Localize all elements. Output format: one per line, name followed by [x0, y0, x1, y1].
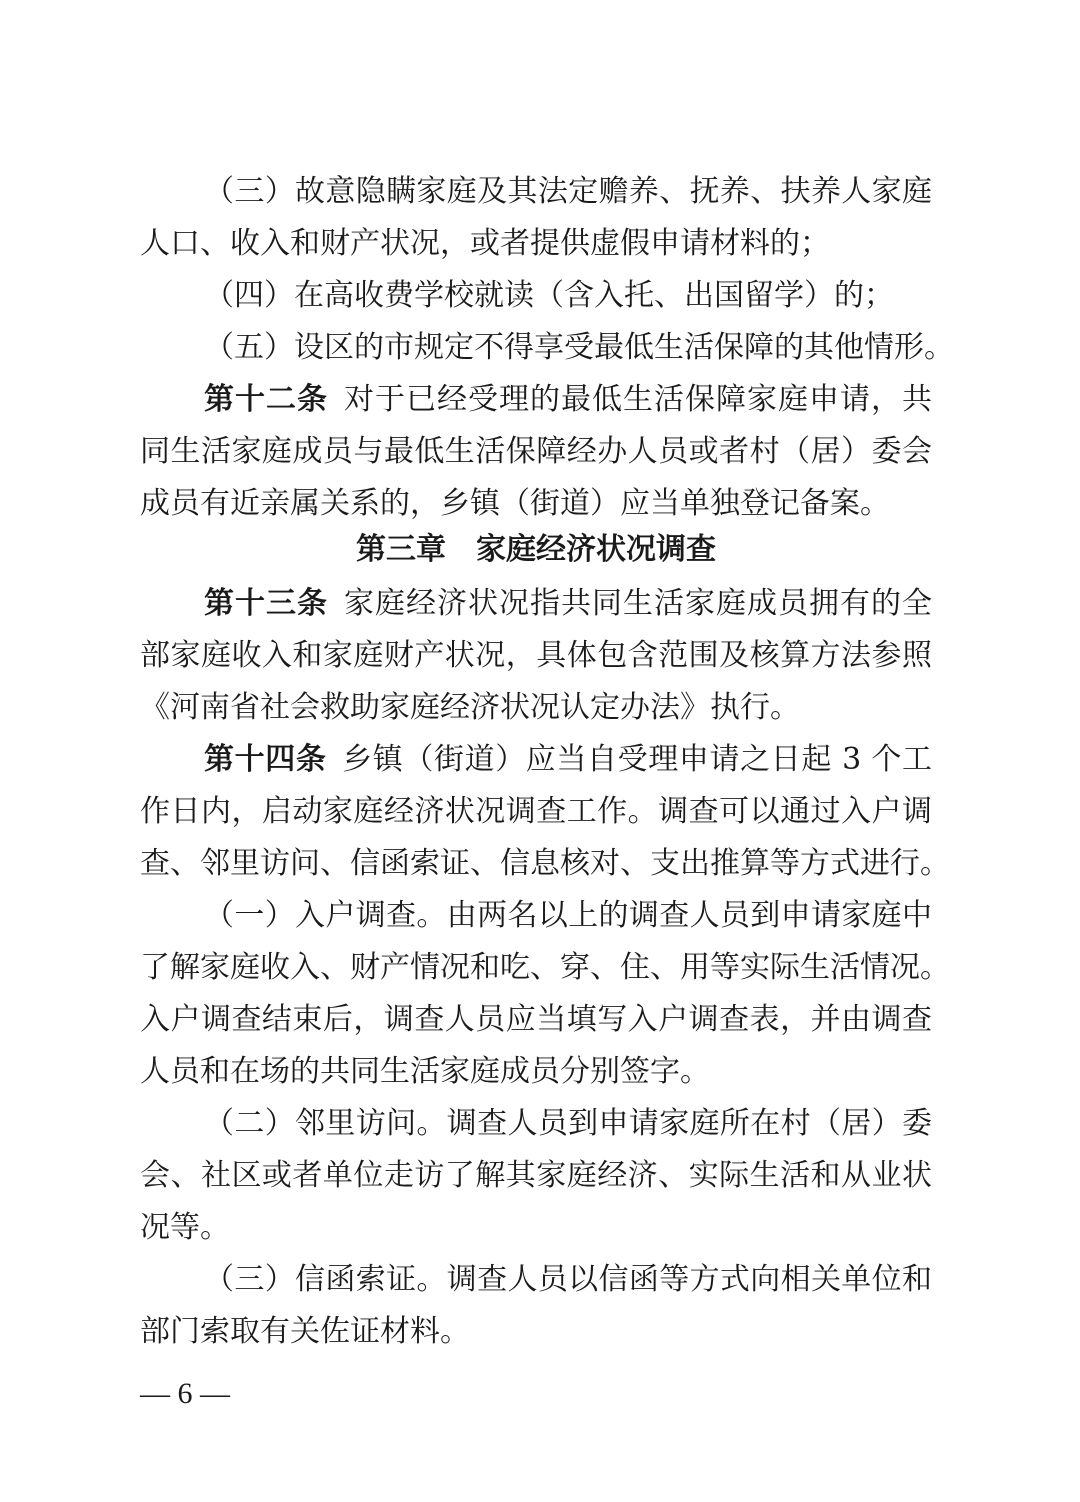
article-12-line-2: 同生活家庭成员与最低生活保障经办人员或者村（居）委会	[140, 434, 932, 469]
item-1-line-2: 了解家庭收入、财产情况和吃、穿、住、用等实际生活情况。	[140, 950, 950, 985]
article-14-label: 第十四条	[204, 742, 327, 777]
article-13-line-2: 部家庭收入和家庭财产状况，具体包含范围及核算方法参照	[140, 638, 932, 673]
item-2-line-1: （二）邻里访问。调查人员到申请家庭所在村（居）委	[204, 1106, 932, 1141]
item-1-line-3: 入户调查结束后，调查人员应当填写入户调查表，并由调查	[140, 1002, 932, 1037]
item-1-line-1: （一）入户调查。由两名以上的调查人员到申请家庭中	[204, 898, 932, 933]
article-12-text: 对于已经受理的最低生活保障家庭申请，共	[343, 382, 932, 417]
item-2-line-2: 会、社区或者单位走访了解其家庭经济、实际生活和从业状	[140, 1158, 932, 1193]
clause-3-line-1: （三）故意隐瞒家庭及其法定赡养、抚养、扶养人家庭	[204, 174, 932, 209]
clause-5-line-1: （五）设区的市规定不得享受最低生活保障的其他情形。	[204, 330, 954, 365]
article-14-line-3: 查、邻里访问、信函索证、信息核对、支出推算等方式进行。	[140, 846, 950, 881]
item-2-line-3: 况等。	[140, 1210, 230, 1245]
item-3-line-2: 部门索取有关佐证材料。	[140, 1314, 470, 1349]
article-13-line-1	[204, 578, 932, 630]
chapter-heading: 第三章 家庭经济状况调查	[356, 532, 716, 567]
article-12-label: 第十二条	[204, 382, 328, 417]
article-14-line-2: 作日内，启动家庭经济状况调查工作。调查可以通过入户调	[140, 794, 932, 829]
item-1-line-4: 人员和在场的共同生活家庭成员分别签字。	[140, 1054, 710, 1089]
article-14-line-1	[204, 734, 932, 786]
article-12-line-1	[204, 374, 932, 426]
article-13-label: 第十三条	[204, 586, 328, 621]
article-13-text: 家庭经济状况指共同生活家庭成员拥有的全	[343, 586, 932, 621]
article-12-line-3: 成员有近亲属关系的，乡镇（街道）应当单独登记备案。	[140, 486, 890, 521]
item-3-line-1: （三）信函索证。调查人员以信函等方式向相关单位和	[204, 1262, 932, 1297]
clause-3-line-2: 人口、收入和财产状况，或者提供虚假申请材料的；	[140, 226, 830, 261]
article-14-text: 乡镇（街道）应当自受理申请之日起 3 个工	[341, 742, 932, 777]
clause-4-line-1: （四）在高收费学校就读（含入托、出国留学）的；	[204, 278, 894, 313]
page-number: — 6 —	[140, 1377, 230, 1410]
article-13-line-3: 《河南省社会救助家庭经济状况认定办法》执行。	[140, 690, 800, 725]
